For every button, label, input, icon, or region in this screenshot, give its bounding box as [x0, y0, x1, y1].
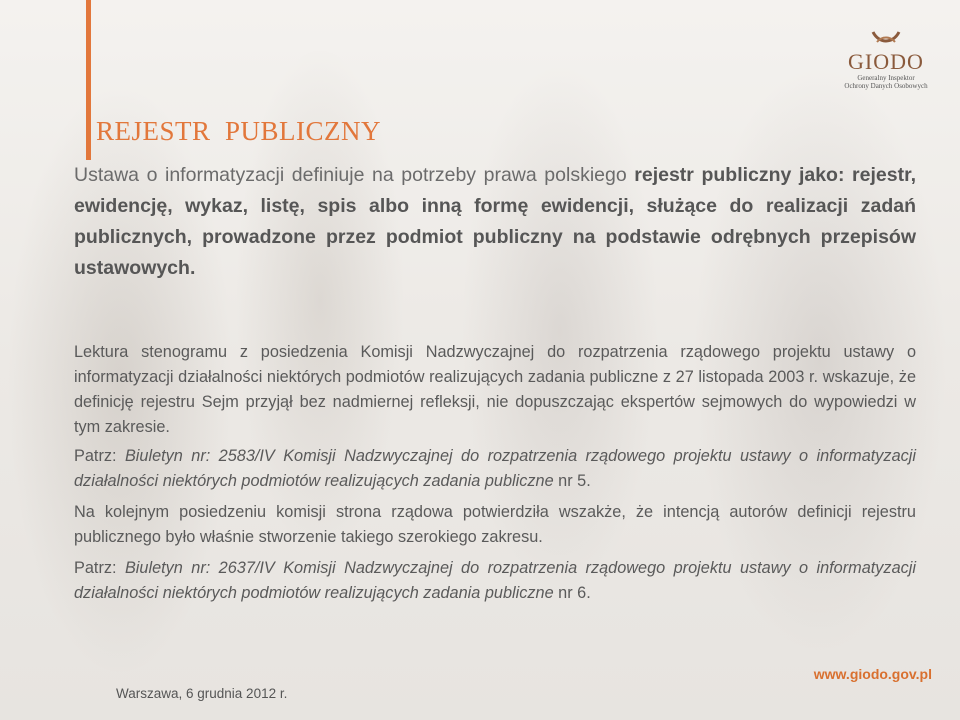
- source-2-suffix: nr 6.: [553, 584, 591, 602]
- source-1: [74, 444, 916, 494]
- source-1-suffix: nr 5.: [553, 472, 591, 490]
- lektura-paragraph: Lektura stenogramu z posiedzenia Komisji Nadzwyczajnej do rozpatrzenia rządowego projektu ustawy o informatyzacji działalności niektórych podmiotów realizujących zadania publiczne z 27 listopada 2003 r. wskazuje, że definicję rejestru Sejm przyjął bez nadmiernej refleksji, nie dopuszczając ekspertów sejmowych do wypowiedzi w tym zakresie.: [74, 343, 916, 436]
- notes-block: [74, 340, 916, 606]
- slide-title: REJESTR PUBLICZNY: [96, 116, 382, 146]
- footer-url[interactable]: www.giodo.gov.pl: [813, 666, 932, 682]
- giodo-emblem-icon: [869, 28, 903, 50]
- intro-definition: rejestr publiczny jako: rejestr, ewidencję, wykaz, listę, spis albo inną formę ewidencji, służące do realizacji zadań publicznych, prowadzone przez podmiot publiczny na podstawie odrębnych przepisów ustawowych.: [74, 164, 917, 279]
- logo-subtitle-2: Ochrony Danych Osobowych: [844, 82, 928, 90]
- source-2: [74, 556, 916, 606]
- next-meeting-paragraph: Na kolejnym posiedzeniu komisji strona rządowa potwierdziła wszakże, że intencją autorów definicji rejestru publicznego było właśnie stworzenie takiego szerokiego zakresu.: [74, 503, 916, 546]
- source-1-text: Biuletyn nr: 2583/IV Komisji Nadzwyczajnej do rozpatrzenia rządowego projektu ustawy o informatyzacji działalności niektórych podmiotów realizujących zadania publiczne: [74, 447, 916, 490]
- logo-name: GIODO: [848, 49, 924, 74]
- source-2-text: Biuletyn nr: 2637/IV Komisji Nadzwyczajnej do rozpatrzenia rządowego projektu ustawy o informatyzacji działalności niektórych podmiotów realizujących zadania publiczne: [74, 559, 916, 602]
- source-1-label: Patrz:: [74, 447, 125, 465]
- intro-lead: Ustawa o informatyzacji definiuje na potrzeby prawa polskiego: [74, 164, 635, 186]
- intro-paragraph: [74, 160, 916, 284]
- giodo-logo: [836, 28, 936, 108]
- source-2-label: Patrz:: [74, 559, 125, 577]
- footer-date: Warszawa, 6 grudnia 2012 r.: [116, 686, 288, 701]
- accent-bar: [86, 0, 91, 160]
- logo-subtitle-1: Generalny Inspektor: [857, 74, 915, 82]
